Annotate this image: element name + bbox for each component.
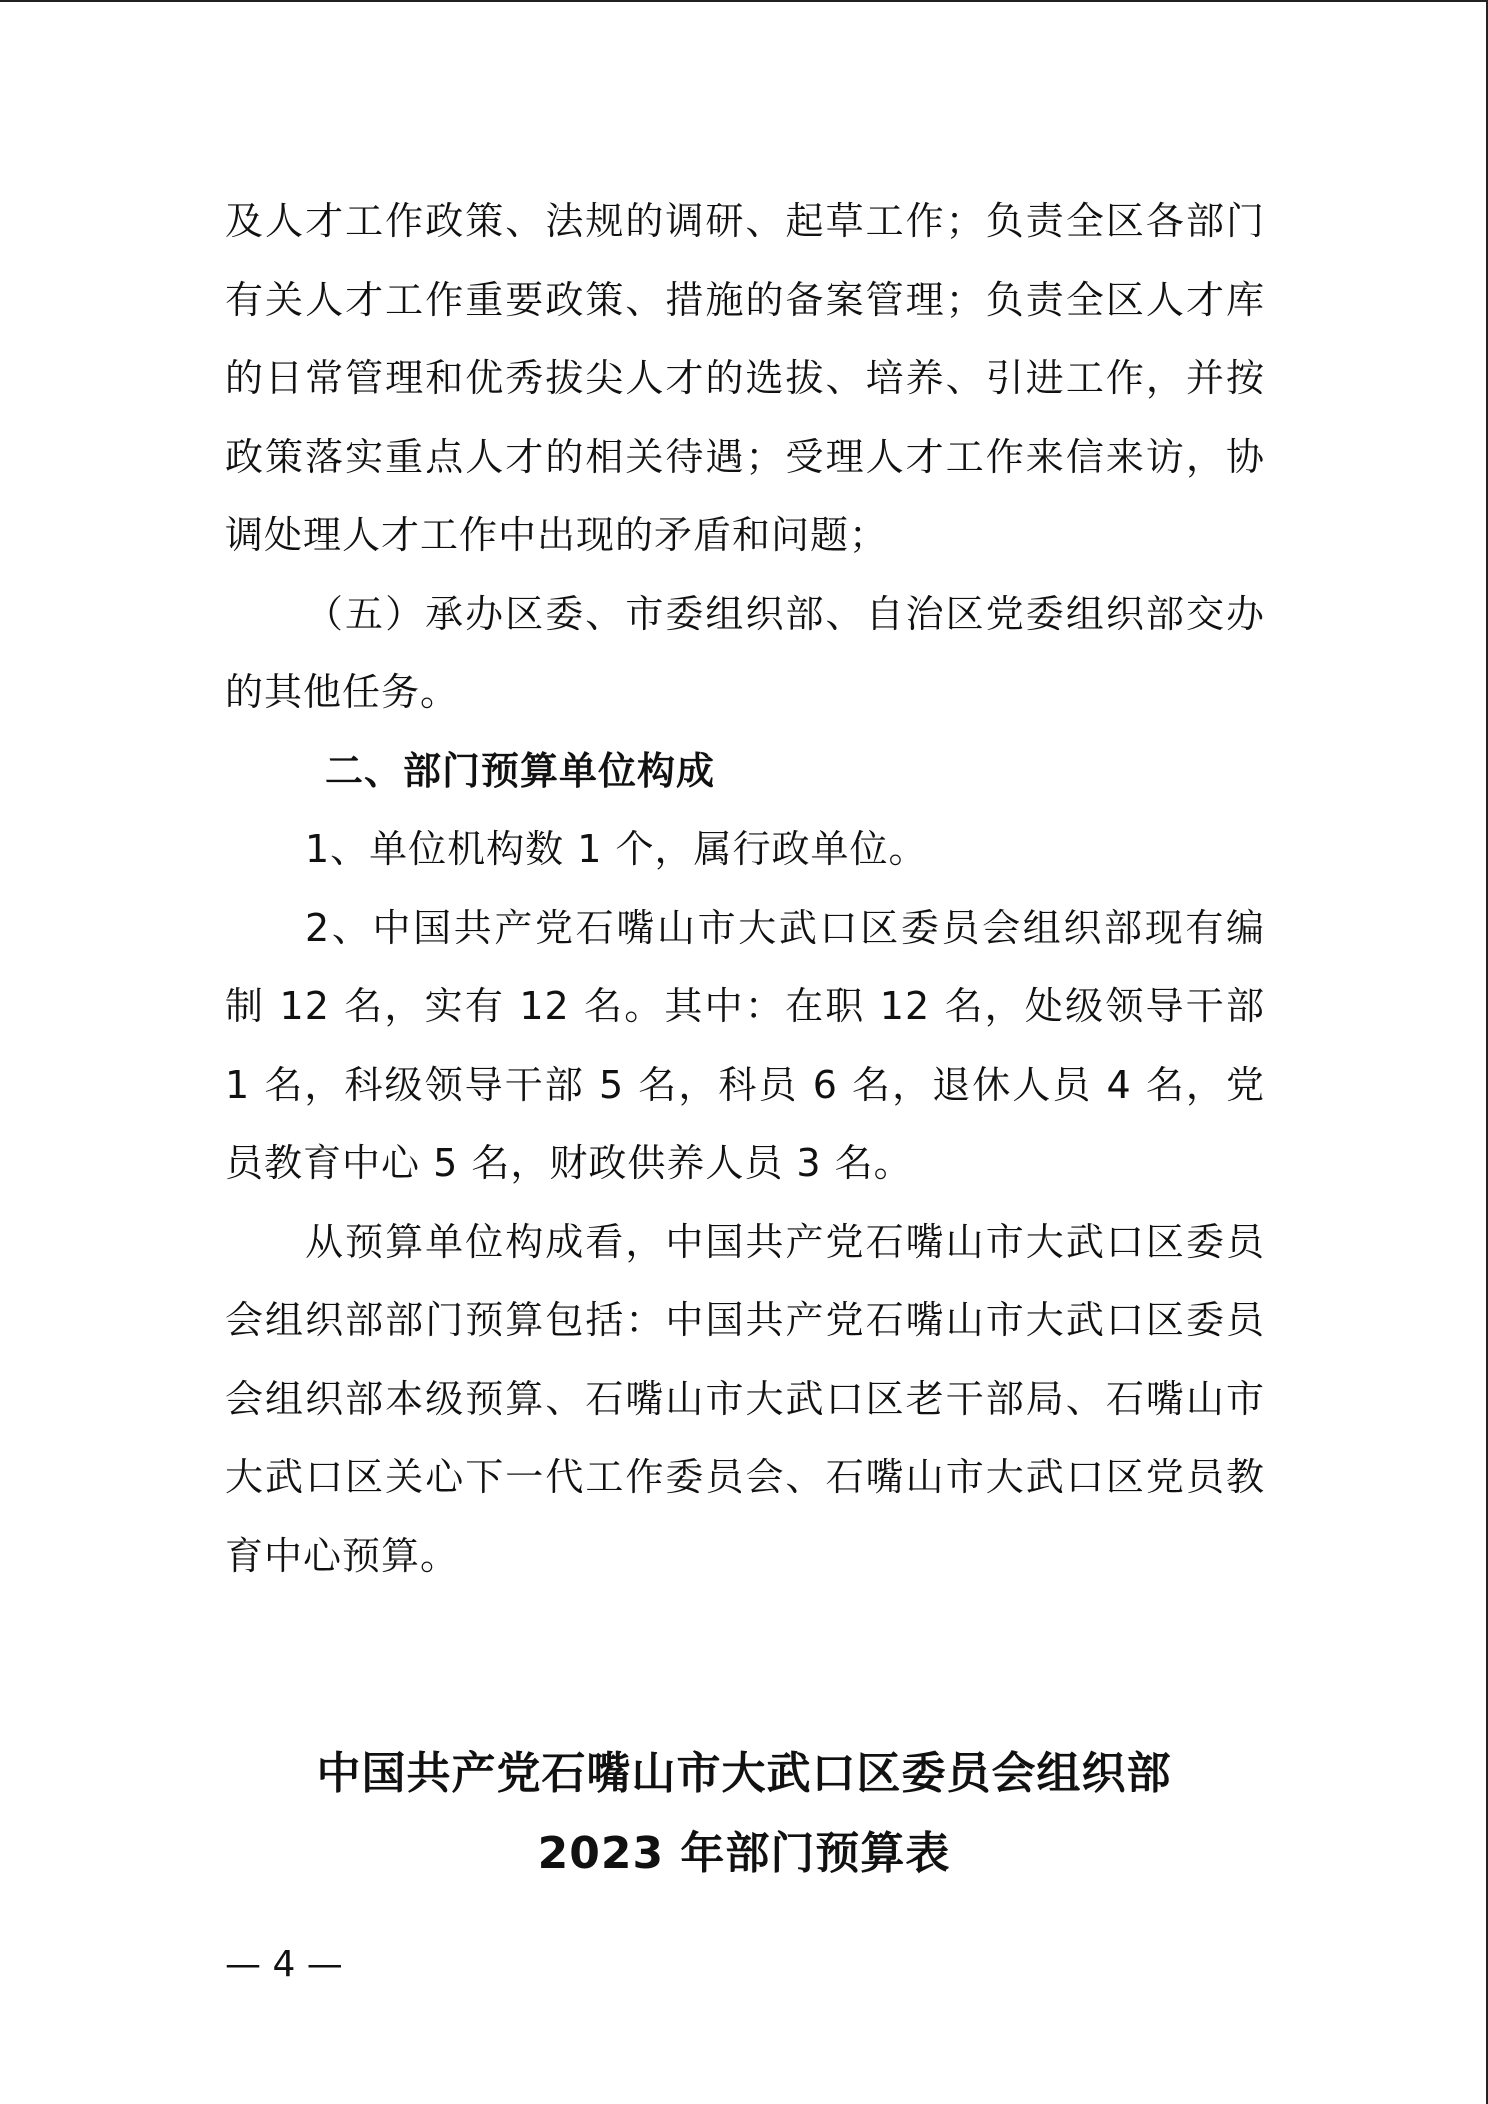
paragraph-unit-count: 1、单位机构数 1 个，属行政单位。 bbox=[305, 827, 928, 871]
section-heading-budget-units: 二、部门预算单位构成 bbox=[325, 748, 716, 793]
document-title-line-1: 中国共产党石嘴山市大武口区委员会组织部 bbox=[316, 1748, 1172, 1799]
paragraph-staffing: 2、中国共产党石嘴山市大武口区委员会组织部现有编制 12 名，实有 12 名。其中：在职 12 名，处级领导干部 1 名，科级领导干部 5 名，科员 6 名，退休人员 4 名，党员教育中心 5 名，财政供养人员 3 名。 bbox=[225, 905, 1265, 1185]
paragraph-item-five: （五）承办区委、市委组织部、自治区党委组织部交办的其他任务。 bbox=[225, 591, 1265, 714]
page-number: — 4 — bbox=[225, 1944, 343, 1985]
paragraph-budget-composition: 从预算单位构成看，中国共产党石嘴山市大武口区委员会组织部部门预算包括：中国共产党石嘴山市大武口区委员会组织部本级预算、石嘴山市大武口区老干部局、石嘴山市大武口区关心下一代工作委员会、石嘴山市大武口区党员教育中心预算。 bbox=[225, 1219, 1265, 1578]
document-title-line-2: 2023 年部门预算表 bbox=[537, 1828, 951, 1879]
paragraph-talent-duties: 及人才工作政策、法规的调研、起草工作；负责全区各部门有关人才工作重要政策、措施的备案管理；负责全区人才库的日常管理和优秀拔尖人才的选拔、培养、引进工作，并按政策落实重点人才的相关待遇；受理人才工作来信来访，协调处理人才工作中出现的矛盾和问题； bbox=[225, 199, 1265, 557]
body-text bbox=[225, 182, 1265, 1595]
